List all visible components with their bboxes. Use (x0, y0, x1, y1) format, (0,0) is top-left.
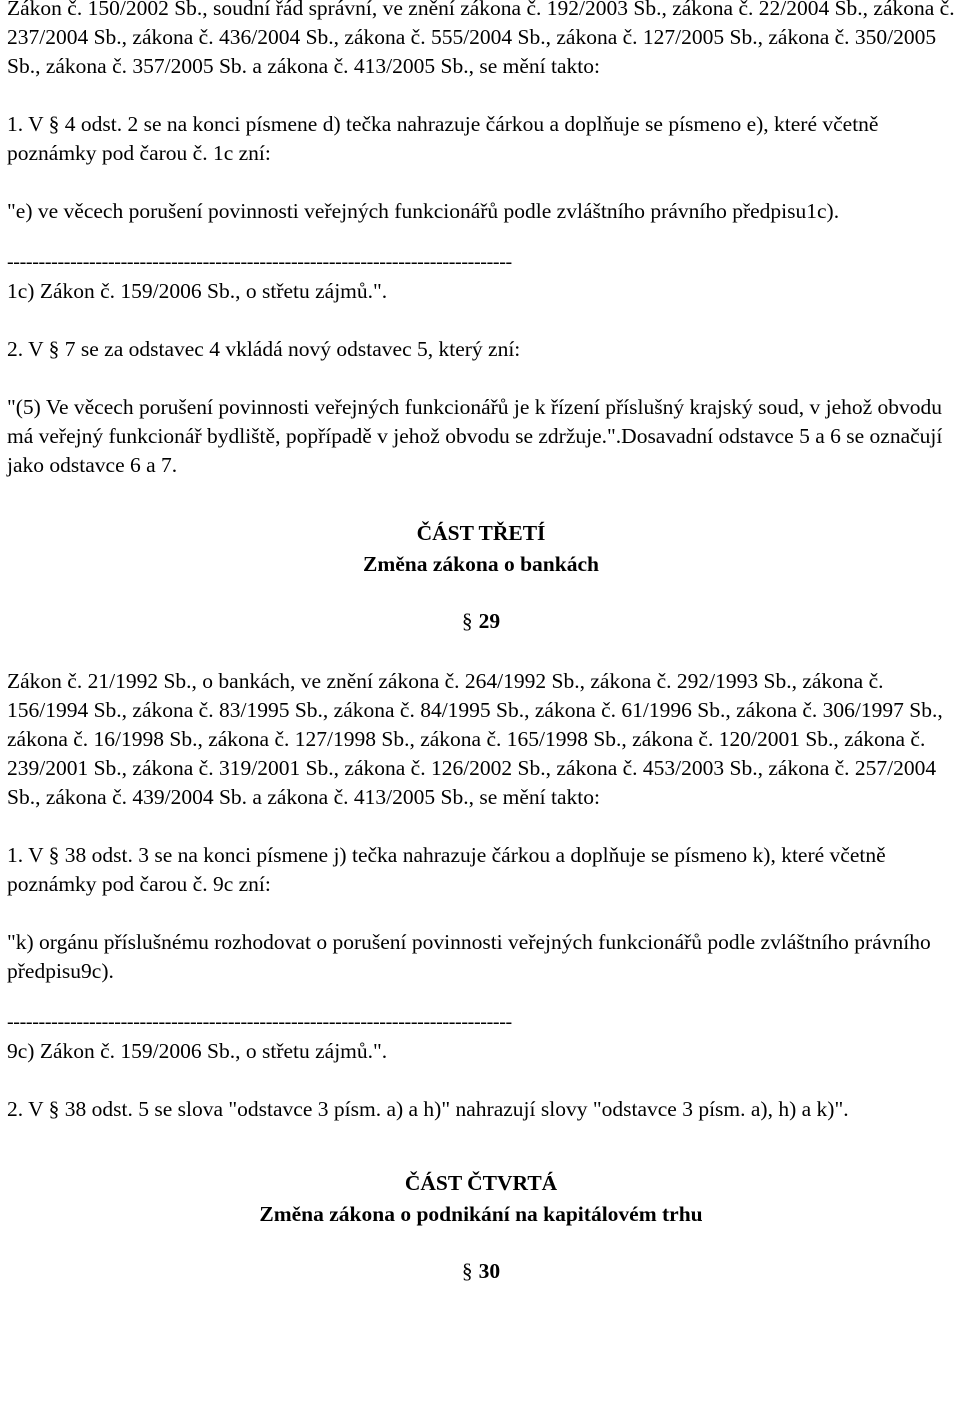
section-symbol: § (461, 1259, 473, 1283)
amendment-point-4: 2. V § 38 odst. 5 se slova "odstavce 3 písm. a) a h)" nahrazují slovy "odstavce 3 písm. a), h) a k)". (7, 1097, 849, 1121)
section-number: 30 (478, 1259, 501, 1283)
amendment-point-3: 1. V § 38 odst. 3 se na konci písmene j) tečka nahrazuje čárkou a doplňuje se písmeno k), které včetně poznámky pod čarou č. 9c zní: (7, 843, 886, 896)
amended-law-intro: Zákon č. 150/2002 Sb., soudní řád správní, ve znění zákona č. 192/2003 Sb., zákona č. 22/2004 Sb., zákona č. 237/2004 Sb., zákona č. 436/2004 Sb., zákona č. 555/2004 Sb., zákona č. 127/2005 Sb., zákona č. 350/2005 Sb., zákona č. 357/2005 Sb. a zákona č. 413/2005 Sb., se mění takto: (7, 0, 955, 78)
part-title-banks: Změna zákona o bankách (363, 552, 599, 576)
section-symbol: § (461, 609, 473, 633)
part-title-capital-market: Změna zákona o podnikání na kapitálovém trhu (259, 1202, 703, 1226)
inserted-letter-k: "k) orgánu příslušnému rozhodovat o porušení povinnosti veřejných funkcionářů podle zvláštního právního předpisu9c). (7, 930, 931, 983)
section-heading-30 (7, 1257, 955, 1286)
footnote-separator: -------------------------------------------------------------------------------- (7, 251, 512, 273)
footnote-9c: 9c) Zákon č. 159/2006 Sb., o střetu zájmů.". (7, 1039, 388, 1063)
part-heading-third: ČÁST TŘETÍ (416, 521, 546, 545)
footnote-1c: 1c) Zákon č. 159/2006 Sb., o střetu zájmů.". (7, 279, 388, 303)
banking-law-intro: Zákon č. 21/1992 Sb., o bankách, ve znění zákona č. 264/1992 Sb., zákona č. 292/1993 Sb., zákona č. 156/1994 Sb., zákona č. 83/1995 Sb., zákona č. 84/1995 Sb., zákona č. 61/1996 Sb., zákona č. 306/1997 Sb., zákona č. 16/1998 Sb., zákona č. 127/1998 Sb., zákona č. 165/1998 Sb., zákona č. 120/2001 Sb., zákona č. 239/2001 Sb., zákona č. 319/2001 Sb., zákona č. 126/2002 Sb., zákona č. 453/2003 Sb., zákona č. 257/2004 Sb., zákona č. 439/2004 Sb. a zákona č. 413/2005 Sb., se mění takto: (7, 669, 943, 809)
inserted-paragraph-5: "(5) Ve věcech porušení povinnosti veřejných funkcionářů je k řízení příslušný krajský soud, v jehož obvodu má veřejný funkcionář bydliště, popřípadě v jehož obvodu se zdržuje.".Dosavadní odstavce 5 a 6 se označují jako odstavce 6 a 7. (7, 395, 943, 477)
document-page (7, 0, 955, 1286)
section-number: 29 (478, 609, 501, 633)
footnote-separator: -------------------------------------------------------------------------------- (7, 1011, 512, 1033)
amendment-point-2: 2. V § 7 se za odstavec 4 vkládá nový odstavec 5, který zní: (7, 337, 521, 361)
section-heading-29 (7, 607, 955, 636)
part-heading-fourth: ČÁST ČTVRTÁ (404, 1171, 558, 1195)
inserted-letter-e: "e) ve věcech porušení povinnosti veřejných funkcionářů podle zvláštního právního předpisu1c). (7, 199, 840, 223)
amendment-point-1: 1. V § 4 odst. 2 se na konci písmene d) tečka nahrazuje čárkou a doplňuje se písmeno e), které včetně poznámky pod čarou č. 1c zní: (7, 112, 879, 165)
